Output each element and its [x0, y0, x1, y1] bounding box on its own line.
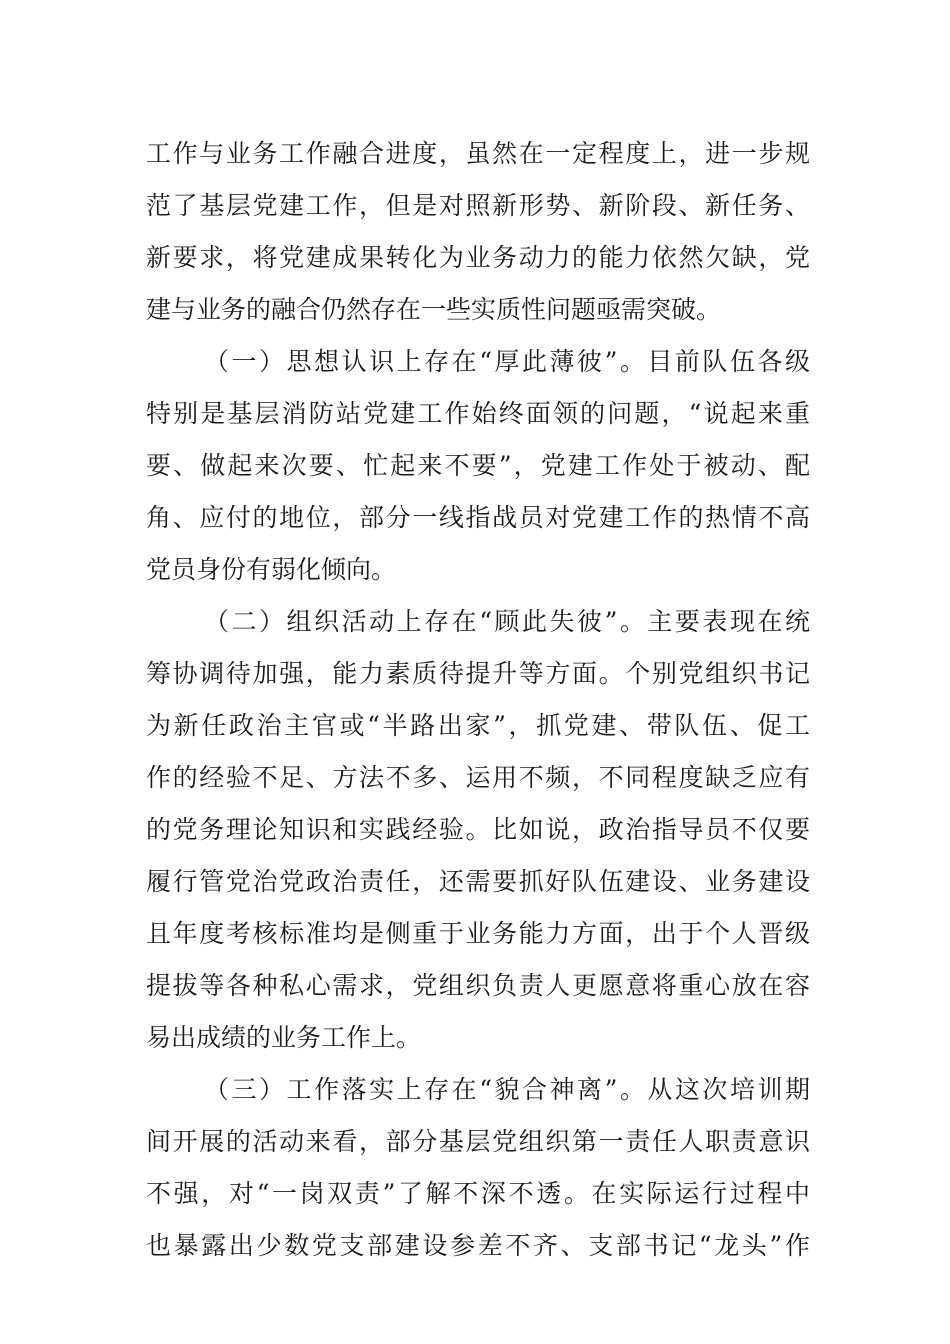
document-body — [146, 128, 810, 1272]
text-line: 履行管党治党政治责任，还需要抓好队伍建设、业务建设 — [146, 867, 810, 896]
text-line: 范了基层党建工作，但是对照新形势、新阶段、新任务、 — [146, 191, 810, 220]
text-line: 建与业务的融合仍然存在一些实质性问题亟需突破。 — [146, 295, 722, 324]
text-line: 不强，对“一岗双责”了解不深不透。在实际运行过程中 — [146, 1179, 810, 1208]
text-line: 也暴露出少数党支部建设参差不齐、支部书记“龙头”作 — [146, 1231, 810, 1260]
text-line: 党员身份有弱化倾向。 — [146, 555, 397, 584]
text-line: 工作与业务工作融合进度，虽然在一定程度上，进一步规 — [146, 139, 810, 168]
section-heading-line: （二）组织活动上存在“顾此失彼”。主要表现在统 — [204, 607, 810, 636]
section-heading-line: （三）工作落实上存在“貌合神离”。从这次培训期 — [204, 1075, 810, 1104]
text-line: 间开展的活动来看，部分基层党组织第一责任人职责意识 — [146, 1127, 810, 1156]
text-line: 的党务理论知识和实践经验。比如说，政治指导员不仅要 — [146, 815, 810, 844]
section-heading-line: （一）思想认识上存在“厚此薄彼”。目前队伍各级 — [204, 347, 810, 376]
text-line: 提拔等各种私心需求，党组织负责人更愿意将重心放在容 — [146, 971, 810, 1000]
text-line: 易出成绩的业务工作上。 — [146, 1023, 422, 1052]
text-line: 为新任政治主官或“半路出家”，抓党建、带队伍、促工 — [146, 711, 810, 740]
text-line: 特别是基层消防站党建工作始终面领的问题，“说起来重 — [146, 399, 810, 428]
text-line: 且年度考核标准均是侧重于业务能力方面，出于个人晋级 — [146, 919, 810, 948]
text-line: 角、应付的地位，部分一线指战员对党建工作的热情不高 — [146, 503, 810, 532]
text-line: 筹协调待加强，能力素质待提升等方面。个别党组织书记 — [146, 659, 810, 688]
text-line: 要、做起来次要、忙起来不要”，党建工作处于被动、配 — [146, 451, 810, 480]
text-line: 作的经验不足、方法不多、运用不频，不同程度缺乏应有 — [146, 763, 810, 792]
text-line: 新要求，将党建成果转化为业务动力的能力依然欠缺，党 — [146, 243, 810, 272]
